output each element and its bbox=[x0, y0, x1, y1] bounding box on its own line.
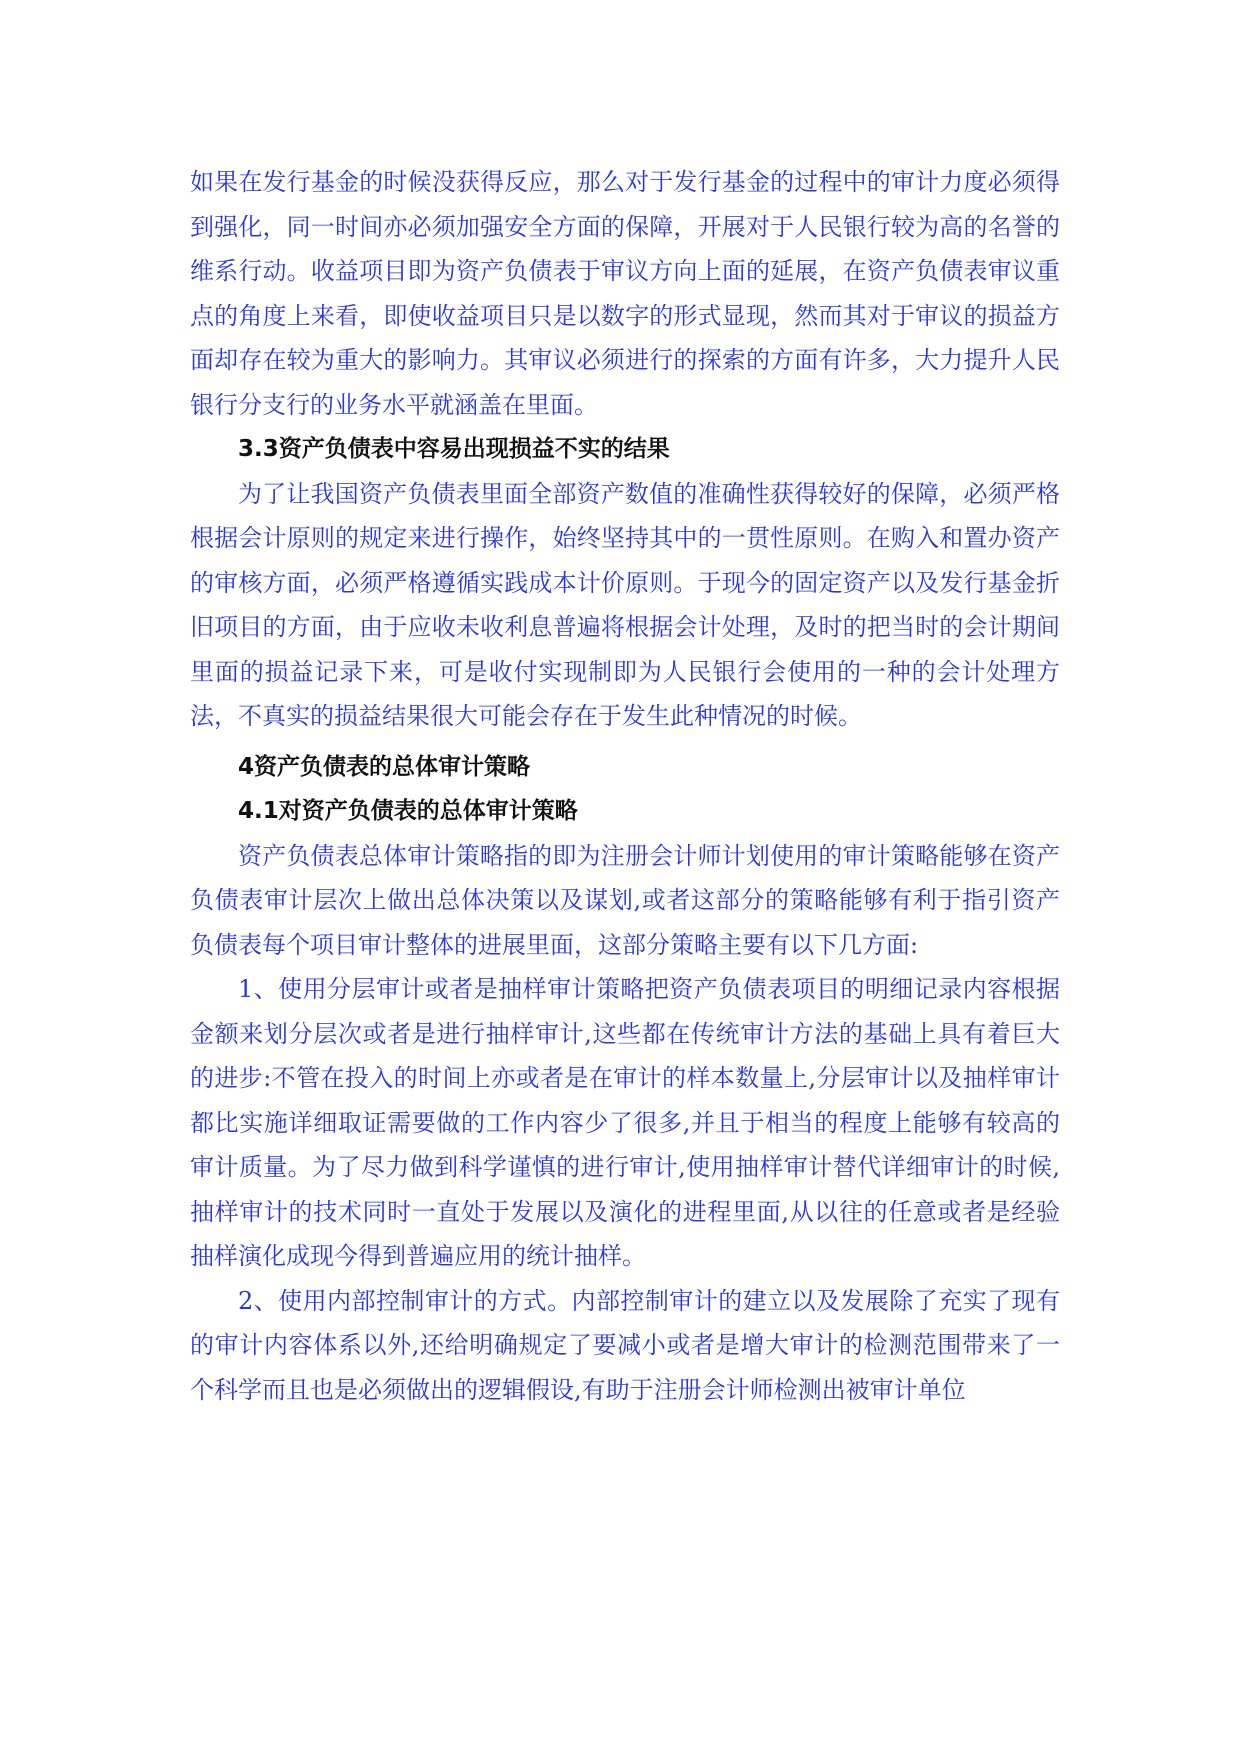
paragraph-1: 如果在发行基金的时候没获得反应，那么对于发行基金的过程中的审计力度必须得到强化，同一时间亦必须加强安全方面的保障，开展对于人民银行较为高的名誉的维系行动。收益项目即为资产负债表于审议方向上面的延展，在资产负债表审议重点的角度上来看，即使收益项目只是以数字的形式显现，然而其对于审议的损益方面却存在较为重大的影响力。其审议必须进行的探索的方面有许多，大力提升人民银行分支行的业务水平就涵盖在里面。 bbox=[190, 168, 1060, 419]
paragraph-2: 为了让我国资产负债表里面全部资产数值的准确性获得较好的保障，必须严格根据会计原则的规定来进行操作，始终坚持其中的一贯性原则。在购入和置办资产的审核方面，必须严格遵循实践成本计价原则。于现今的固定资产以及发行基金折旧项目的方面，由于应收未收利息普遍将根据会计处理，及时的把当时的会计期间里面的损益记录下来，可是收付实现制即为人民银行会使用的一种的会计处理方法，不真实的损益结果很大可能会存在于发生此种情况的时候。 bbox=[190, 479, 1060, 730]
paragraph-3: 资产负债表总体审计策略指的即为注册会计师计划使用的审计策略能够在资产负债表审计层次上做出总体决策以及谋划,或者这部分的策略能够有利于指引资产负债表每个项目审计整体的进展里面，这部分策略主要有以下几方面: bbox=[190, 841, 1060, 959]
section-heading-4: 4资产负债表的总体审计策略 bbox=[238, 753, 531, 780]
section-heading-3-3: 3.3资产负债表中容易出现损益不实的结果 bbox=[238, 436, 670, 462]
document-page bbox=[190, 160, 1060, 1412]
section-heading-4-1: 4.1对资产负债表的总体审计策略 bbox=[238, 798, 578, 824]
paragraph-4: 1、使用分层审计或者是抽样审计策略把资产负债表项目的明细记录内容根据金额来划分层次或者是进行抽样审计,这些都在传统审计方法的基础上具有着巨大的进步:不管在投入的时间上亦或者是在审计的样本数量上,分层审计以及抽样审计都比实施详细取证需要做的工作内容少了很多,并且于相当的程度上能够有较高的审计质量。为了尽力做到科学谨慎的进行审计,使用抽样审计替代详细审计的时候,抽样审计的技术同时一直处于发展以及演化的进程里面,从以往的任意或者是经验抽样演化成现今得到普遍应用的统计抽样。 bbox=[190, 975, 1060, 1270]
paragraph-5: 2、使用内部控制审计的方式。内部控制审计的建立以及发展除了充实了现有的审计内容体系以外,还给明确规定了要减小或者是增大审计的检测范围带来了一个科学而且也是必须做出的逻辑假设,有助于注册会计师检测出被审计单位 bbox=[190, 1286, 1060, 1404]
